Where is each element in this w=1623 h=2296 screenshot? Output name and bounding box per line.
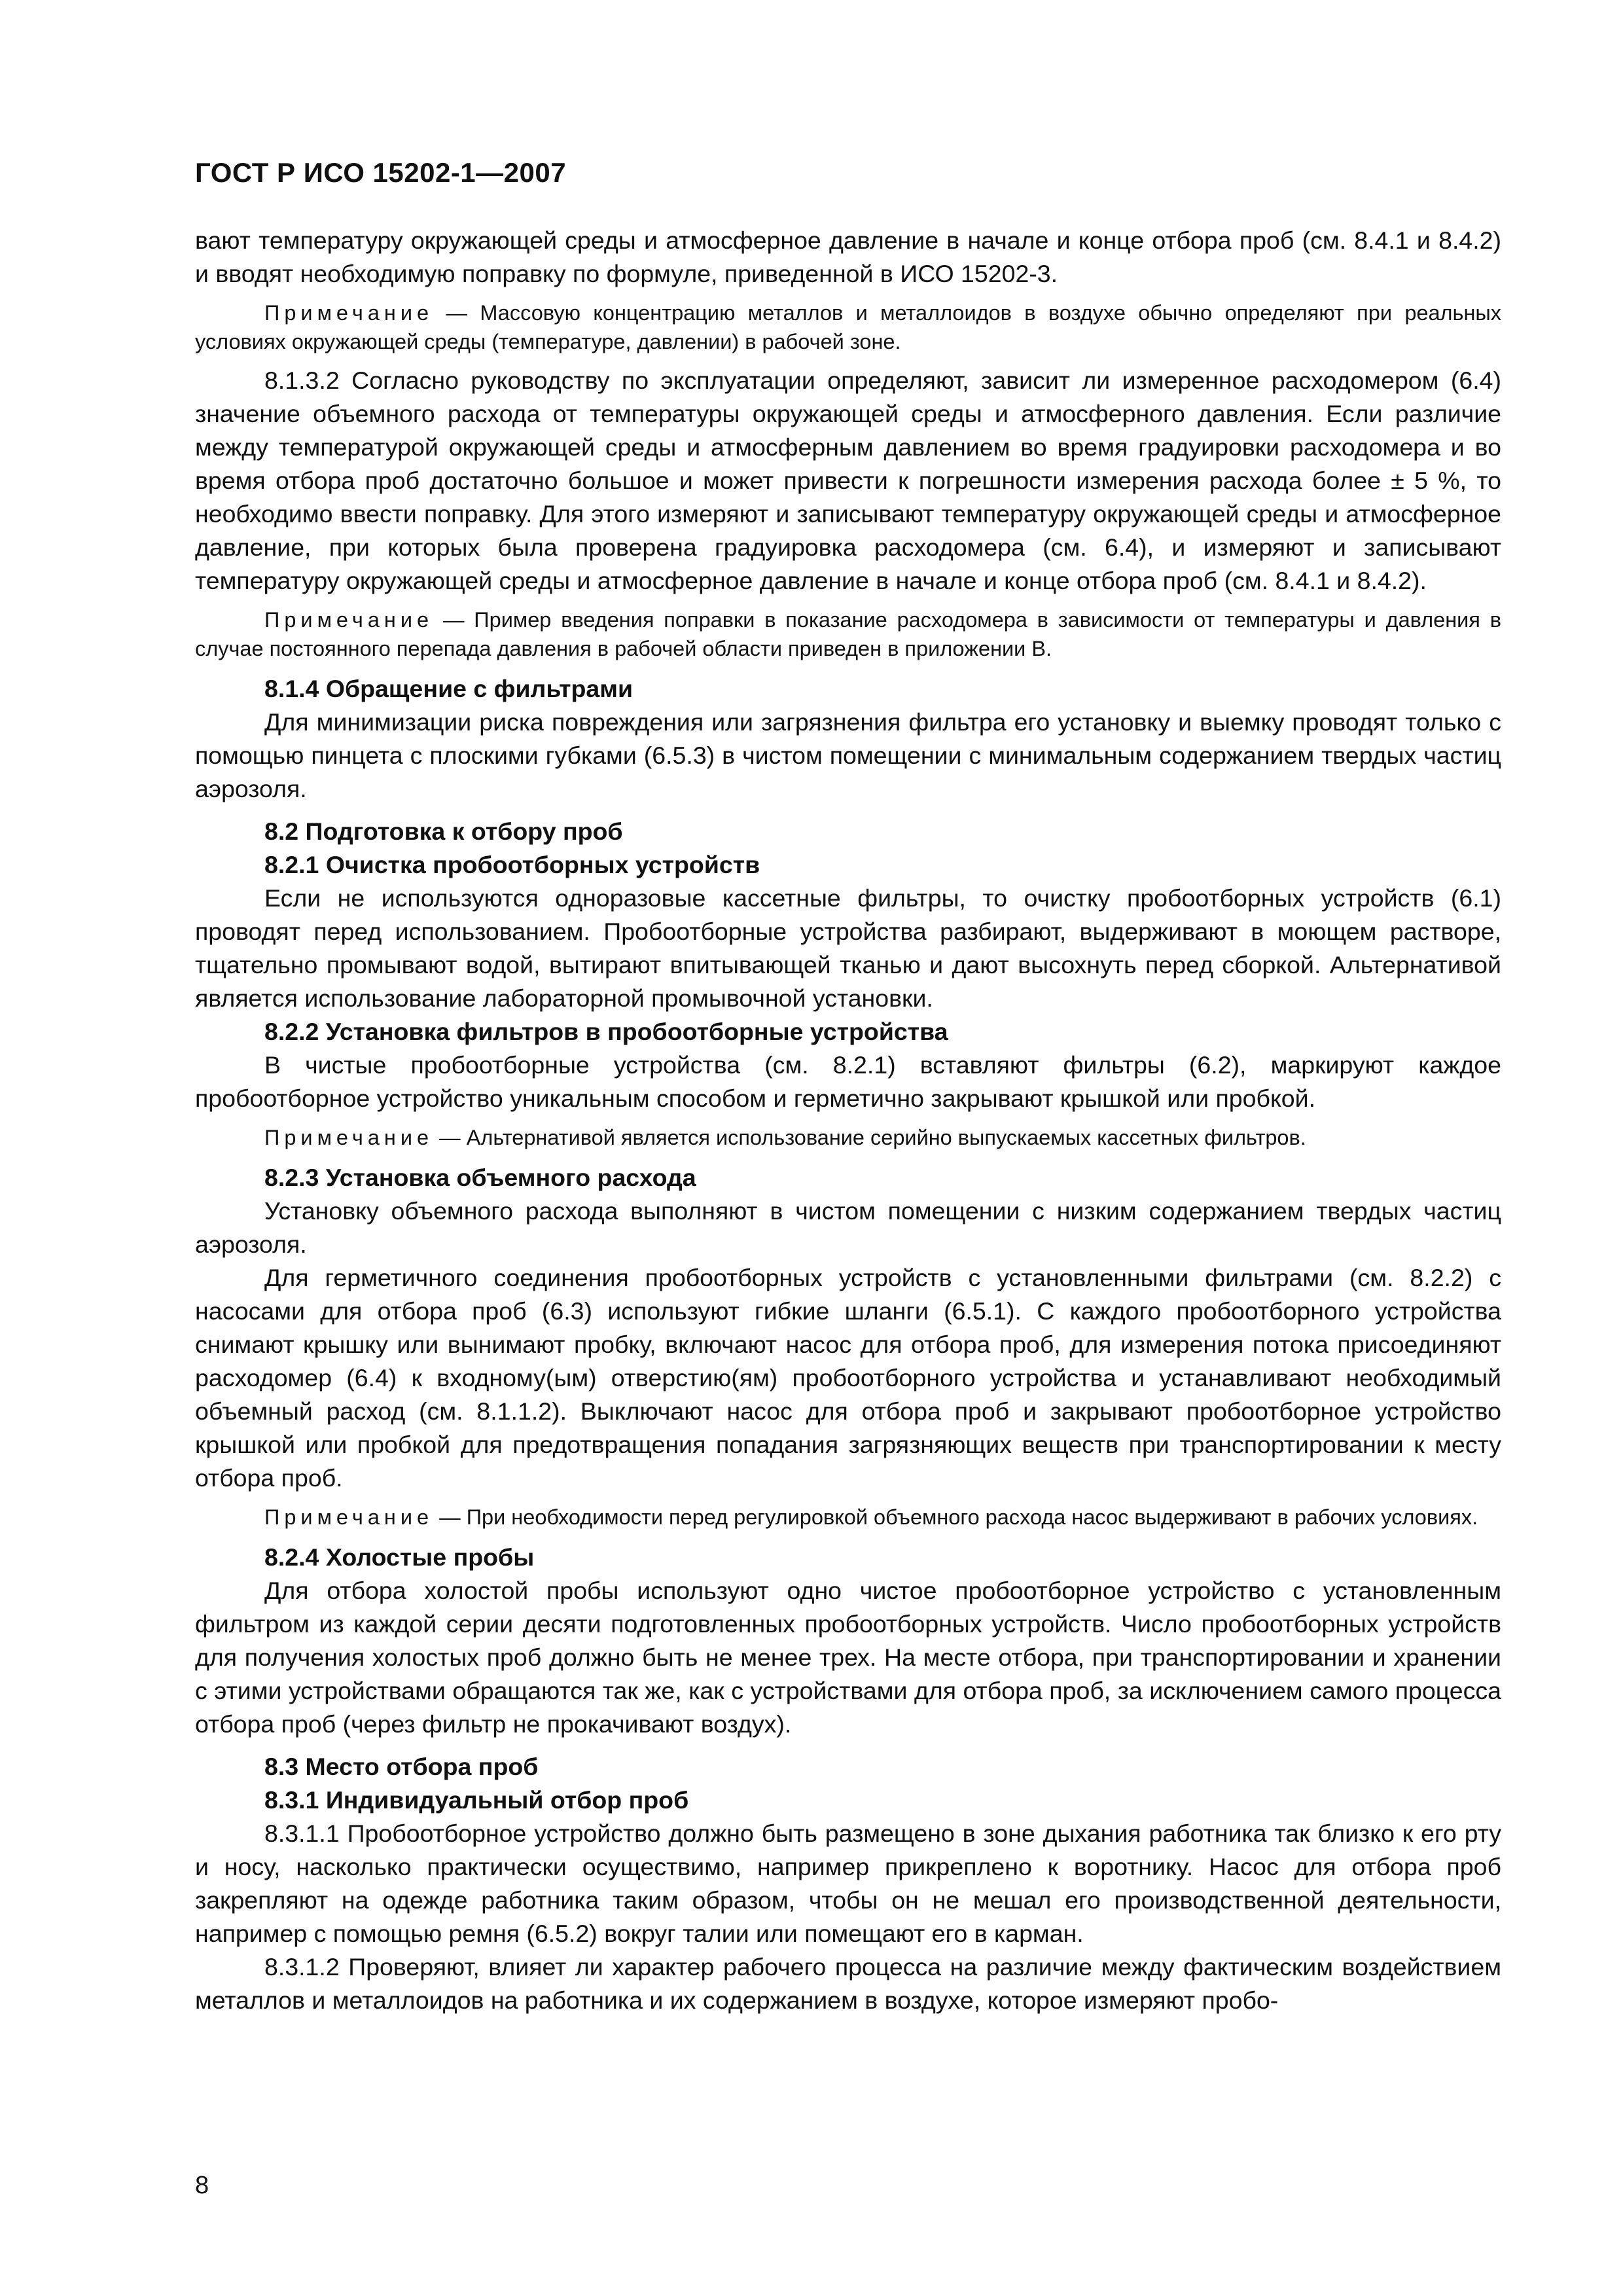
- paragraph: 8.3.1.1 Пробоотборное устройство должно быть размещено в зоне дыхания работника так близко к его рту и носу, насколько практически осуществимо, например прикреплено к воротнику. Насос для отбора проб закрепляют на одежде работника таким образом, чтобы он не мешал его производственной деятельности, например с помощью ремня (6.5.2) вокруг талии или помещают его в карман.: [195, 1820, 1501, 1947]
- note-text: Пример введения поправки в показание расходомера в зависимости от температуры и давления в случае постоянного перепада давления в рабочей области приведен в приложении В.: [195, 608, 1501, 660]
- note: Примечание — Альтернативой является использование серийно выпускаемых кассетных фильтров.: [264, 1126, 1306, 1149]
- note-label: Примечание: [264, 1126, 434, 1149]
- paragraph: 8.3.1.2 Проверяют, влияет ли характер рабочего процесса на различие между фактическим воздействием металлов и металлоидов на работника и их содержанием в воздухе, которое измеряют пробо-: [195, 1953, 1501, 2014]
- section-heading: 8.2.4 Холостые пробы: [264, 1543, 535, 1571]
- note: Примечание — Массовую концентрацию металлов и металлоидов в воздухе обычно определяют при реальных условиях окружающей среды (температуре, давлении) в рабочей зоне.: [195, 301, 1502, 353]
- note: Примечание — Пример введения поправки в показание расходомера в зависимости от температуры и давления в случае постоянного перепада давления в рабочей области приведен в приложении В.: [195, 608, 1501, 660]
- note-text: Массовую концентрацию металлов и металлоидов в воздухе обычно определяют при реальных условиях окружающей среды (температуре, давлении) в рабочей зоне.: [195, 301, 1502, 353]
- paragraph: Для герметичного соединения пробоотборных устройств с установленными фильтрами (см. 8.2.2) с насосами для отбора проб (6.3) используют гибкие шланги (6.5.1). С каждого пробоотборного устройства снимают крышку или вынимают пробку, включают насос для отбора проб, для измерения потока присоединяют расходомер (6.4) к входному(ым) отверстию(ям) пробоотборного устройства и устанавливают необходимый объемный расход (см. 8.1.1.2). Выключают насос для отбора проб и закрывают пробоотборное устройство крышкой или пробкой для предотвращения попадания загрязняющих веществ при транспортировании к месту отбора проб.: [195, 1264, 1501, 1492]
- paragraph: вают температуру окружающей среды и атмосферное давление в начале и конце отбора проб (см. 8.4.1 и 8.4.2) и вводят необходимую поправку по формуле, приведенной в ИСО 15202-3.: [195, 226, 1501, 287]
- note-label: Примечание: [264, 1505, 434, 1529]
- paragraph: 8.1.3.2 Согласно руководству по эксплуатации определяют, зависит ли измеренное расходомером (6.4) значение объемного расхода от температуры окружающей среды и атмосферного давления. Если различие между температурой окружающей среды и атмосферным давлением во время градуировки расходомера и во время отбора проб достаточно большое и может привести к погрешности измерения расхода более ± 5 %, то необходимо ввести поправку. Для этого измеряют и записывают температуру окружающей среды и атмосферное давление, при которых была проверена градуировка расходомера (см. 6.4), и измеряют и записывают температуру окружающей среды и атмосферное давление в начале и конце отбора проб (см. 8.4.1 и 8.4.2).: [195, 367, 1501, 594]
- section-heading: 8.2.1 Очистка пробоотборных устройств: [264, 851, 760, 878]
- page-number: 8: [195, 2172, 209, 2199]
- section-heading: 8.2 Подготовка к отбору проб: [264, 817, 623, 845]
- paragraph: Установку объемного расхода выполняют в чистом помещении с низким содержанием твердых частиц аэрозоля.: [195, 1197, 1501, 1258]
- section-heading: 8.2.2 Установка фильтров в пробоотборные устройства: [264, 1018, 948, 1045]
- document-header: ГОСТ Р ИСО 15202-1—2007: [195, 157, 567, 188]
- note: Примечание — При необходимости перед регулировкой объемного расхода насос выдерживают в рабочих условиях.: [264, 1505, 1478, 1529]
- document-body: [195, 224, 1501, 2017]
- paragraph: Если не используются одноразовые кассетные фильтры, то очистку пробоотборных устройств (6.1) проводят перед использованием. Пробоотборные устройства разбирают, выдерживают в моющем растворе, тщательно промывают водой, вытирают впитывающей тканью и дают высохнуть перед сборкой. Альтернативой является использование лабораторной промывочной установки.: [195, 884, 1501, 1012]
- paragraph: В чистые пробоотборные устройства (см. 8.2.1) вставляют фильтры (6.2), маркируют каждое пробоотборное устройство уникальным способом и герметично закрывают крышкой или пробкой.: [195, 1051, 1501, 1112]
- section-heading: 8.3 Место отбора проб: [264, 1753, 539, 1780]
- paragraph: Для минимизации риска повреждения или загрязнения фильтра его установку и выемку проводят только с помощью пинцета с плоскими губками (6.5.3) в чистом помещении с минимальным содержанием твердых частиц аэрозоля.: [195, 708, 1501, 802]
- paragraph: Для отбора холостой пробы используют одно чистое пробоотборное устройство с установленным фильтром из каждой серии десяти подготовленных пробоотборных устройств. Число пробоотборных устройств для получения холостых проб должно быть не менее трех. На месте отбора, при транспортировании и хранении с этими устройствами обращаются так же, как с устройствами для отбора проб, за исключением самого процесса отбора проб (через фильтр не прокачивают воздух).: [195, 1577, 1501, 1738]
- note-text: При необходимости перед регулировкой объемного расхода насос выдерживают в рабочих условиях.: [466, 1505, 1478, 1529]
- section-heading: 8.3.1 Индивидуальный отбор проб: [264, 1786, 689, 1814]
- note-text: Альтернативой является использование серийно выпускаемых кассетных фильтров.: [466, 1126, 1306, 1149]
- section-heading: 8.1.4 Обращение с фильтрами: [264, 675, 633, 702]
- note-label: Примечание: [264, 301, 434, 325]
- section-heading: 8.2.3 Установка объемного расхода: [264, 1164, 696, 1191]
- note-label: Примечание: [264, 608, 434, 632]
